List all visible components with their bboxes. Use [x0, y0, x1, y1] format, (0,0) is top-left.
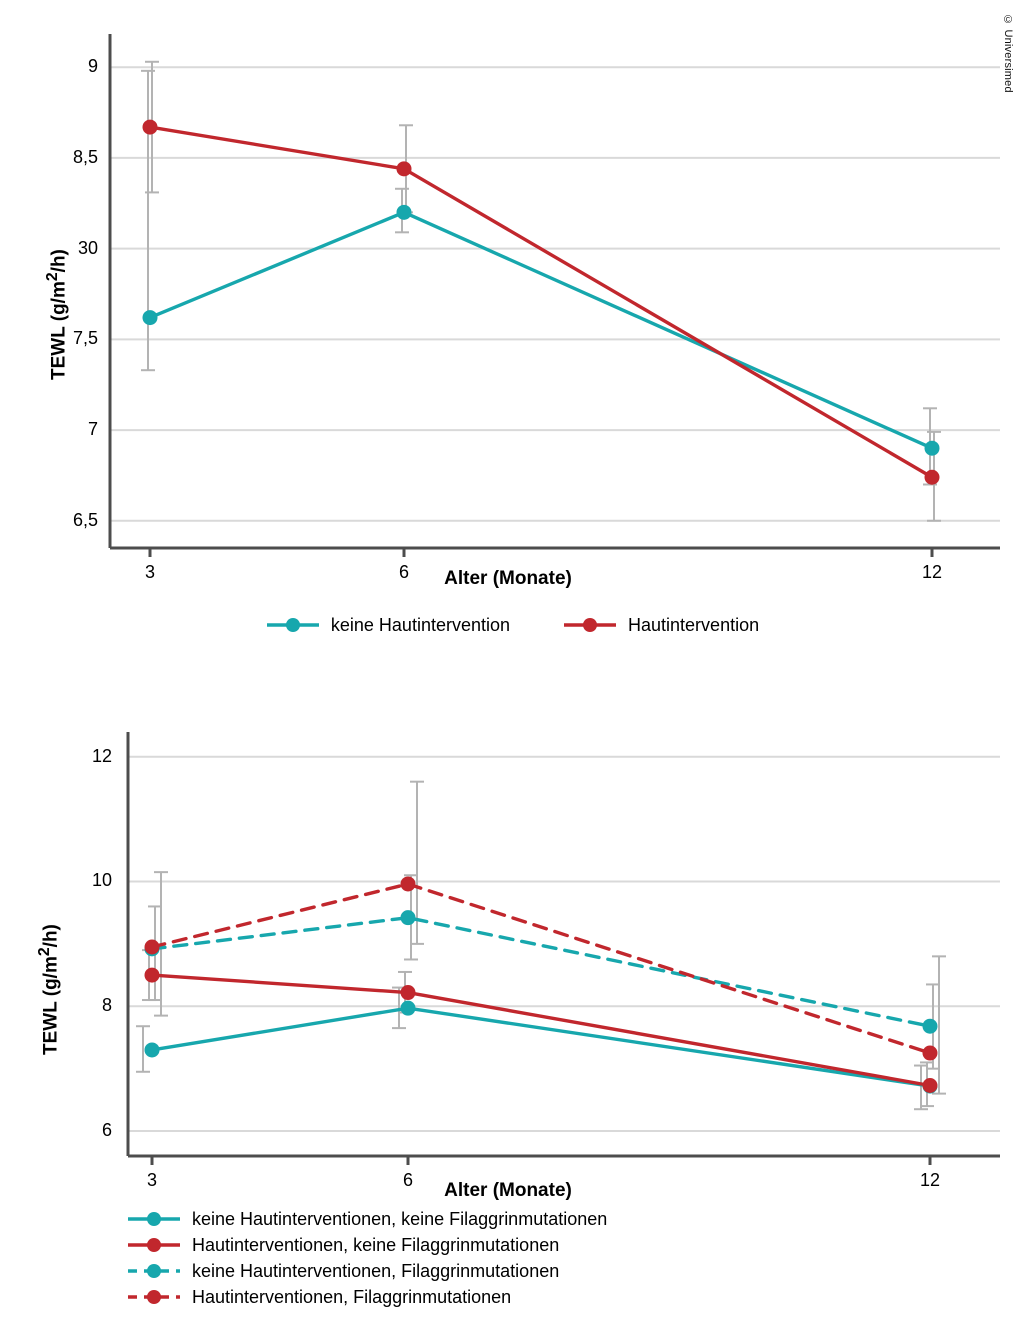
x-tick-label: 6 [402, 1170, 413, 1190]
legend-item-label: Hautintervention [628, 615, 760, 635]
legend-item[interactable] [126, 1210, 607, 1228]
y-tick-label: 9 [87, 56, 98, 77]
x-tick-label: 3 [144, 562, 155, 582]
y-tick-label: 7 [87, 419, 98, 440]
y-axis-label: TEWL $(g/m^2/h)$ [44, 249, 70, 380]
legend-marker [126, 1289, 182, 1305]
legend-item-label: keine Hautinterventionen, keine Filaggrinmutationen [192, 1209, 608, 1229]
legend-item[interactable] [126, 1288, 607, 1306]
y-tick-label: 6 [101, 1120, 112, 1141]
legend-item-label: Hautinterventionen, Filaggrinmutationen [192, 1287, 512, 1307]
x-tick-label: 6 [398, 562, 409, 582]
copyright-notice: © Universimed [1002, 14, 1014, 93]
x-tick-label: 3 [146, 1170, 157, 1190]
x-axis-label: Alter (Monate) [444, 1180, 572, 1201]
y-tick-label: 7,5 [72, 328, 98, 349]
plot-area-bottom [0, 700, 1024, 1180]
y-axis-label: TEWL $(g/m^2/h)$ [36, 924, 62, 1055]
legend-item[interactable] [126, 1236, 607, 1254]
legend-marker [126, 1211, 182, 1227]
y-tick-label: 8 [101, 995, 112, 1016]
legend-marker [562, 617, 618, 633]
y-tick-label: 30 [77, 237, 98, 258]
legend-item[interactable] [126, 1262, 607, 1280]
plot-area-top [0, 0, 1024, 580]
chart-top [0, 0, 1024, 660]
y-tick-label: 12 [91, 745, 112, 766]
x-tick-label: 12 [919, 1170, 941, 1190]
legend-marker [126, 1263, 182, 1279]
x-axis-label: Alter (Monate) [444, 568, 572, 589]
x-tick-label: 12 [921, 562, 943, 582]
legend-item-label: keine Hautintervention [330, 615, 511, 635]
legend-item[interactable] [265, 616, 510, 634]
y-tick-label: 10 [91, 870, 112, 891]
y-tick-label: 8,5 [72, 146, 98, 167]
legend-item[interactable] [562, 616, 759, 634]
legend-marker [126, 1237, 182, 1253]
legend-bottom [126, 1210, 607, 1306]
legend-item-label: Hautinterventionen, keine Filaggrinmutationen [192, 1235, 560, 1255]
y-tick-label: 6,5 [72, 509, 98, 530]
legend-top [0, 616, 1024, 634]
legend-item-label: keine Hautinterventionen, Filaggrinmutationen [192, 1261, 560, 1281]
legend-marker [265, 617, 321, 633]
chart-bottom [0, 680, 1024, 1336]
